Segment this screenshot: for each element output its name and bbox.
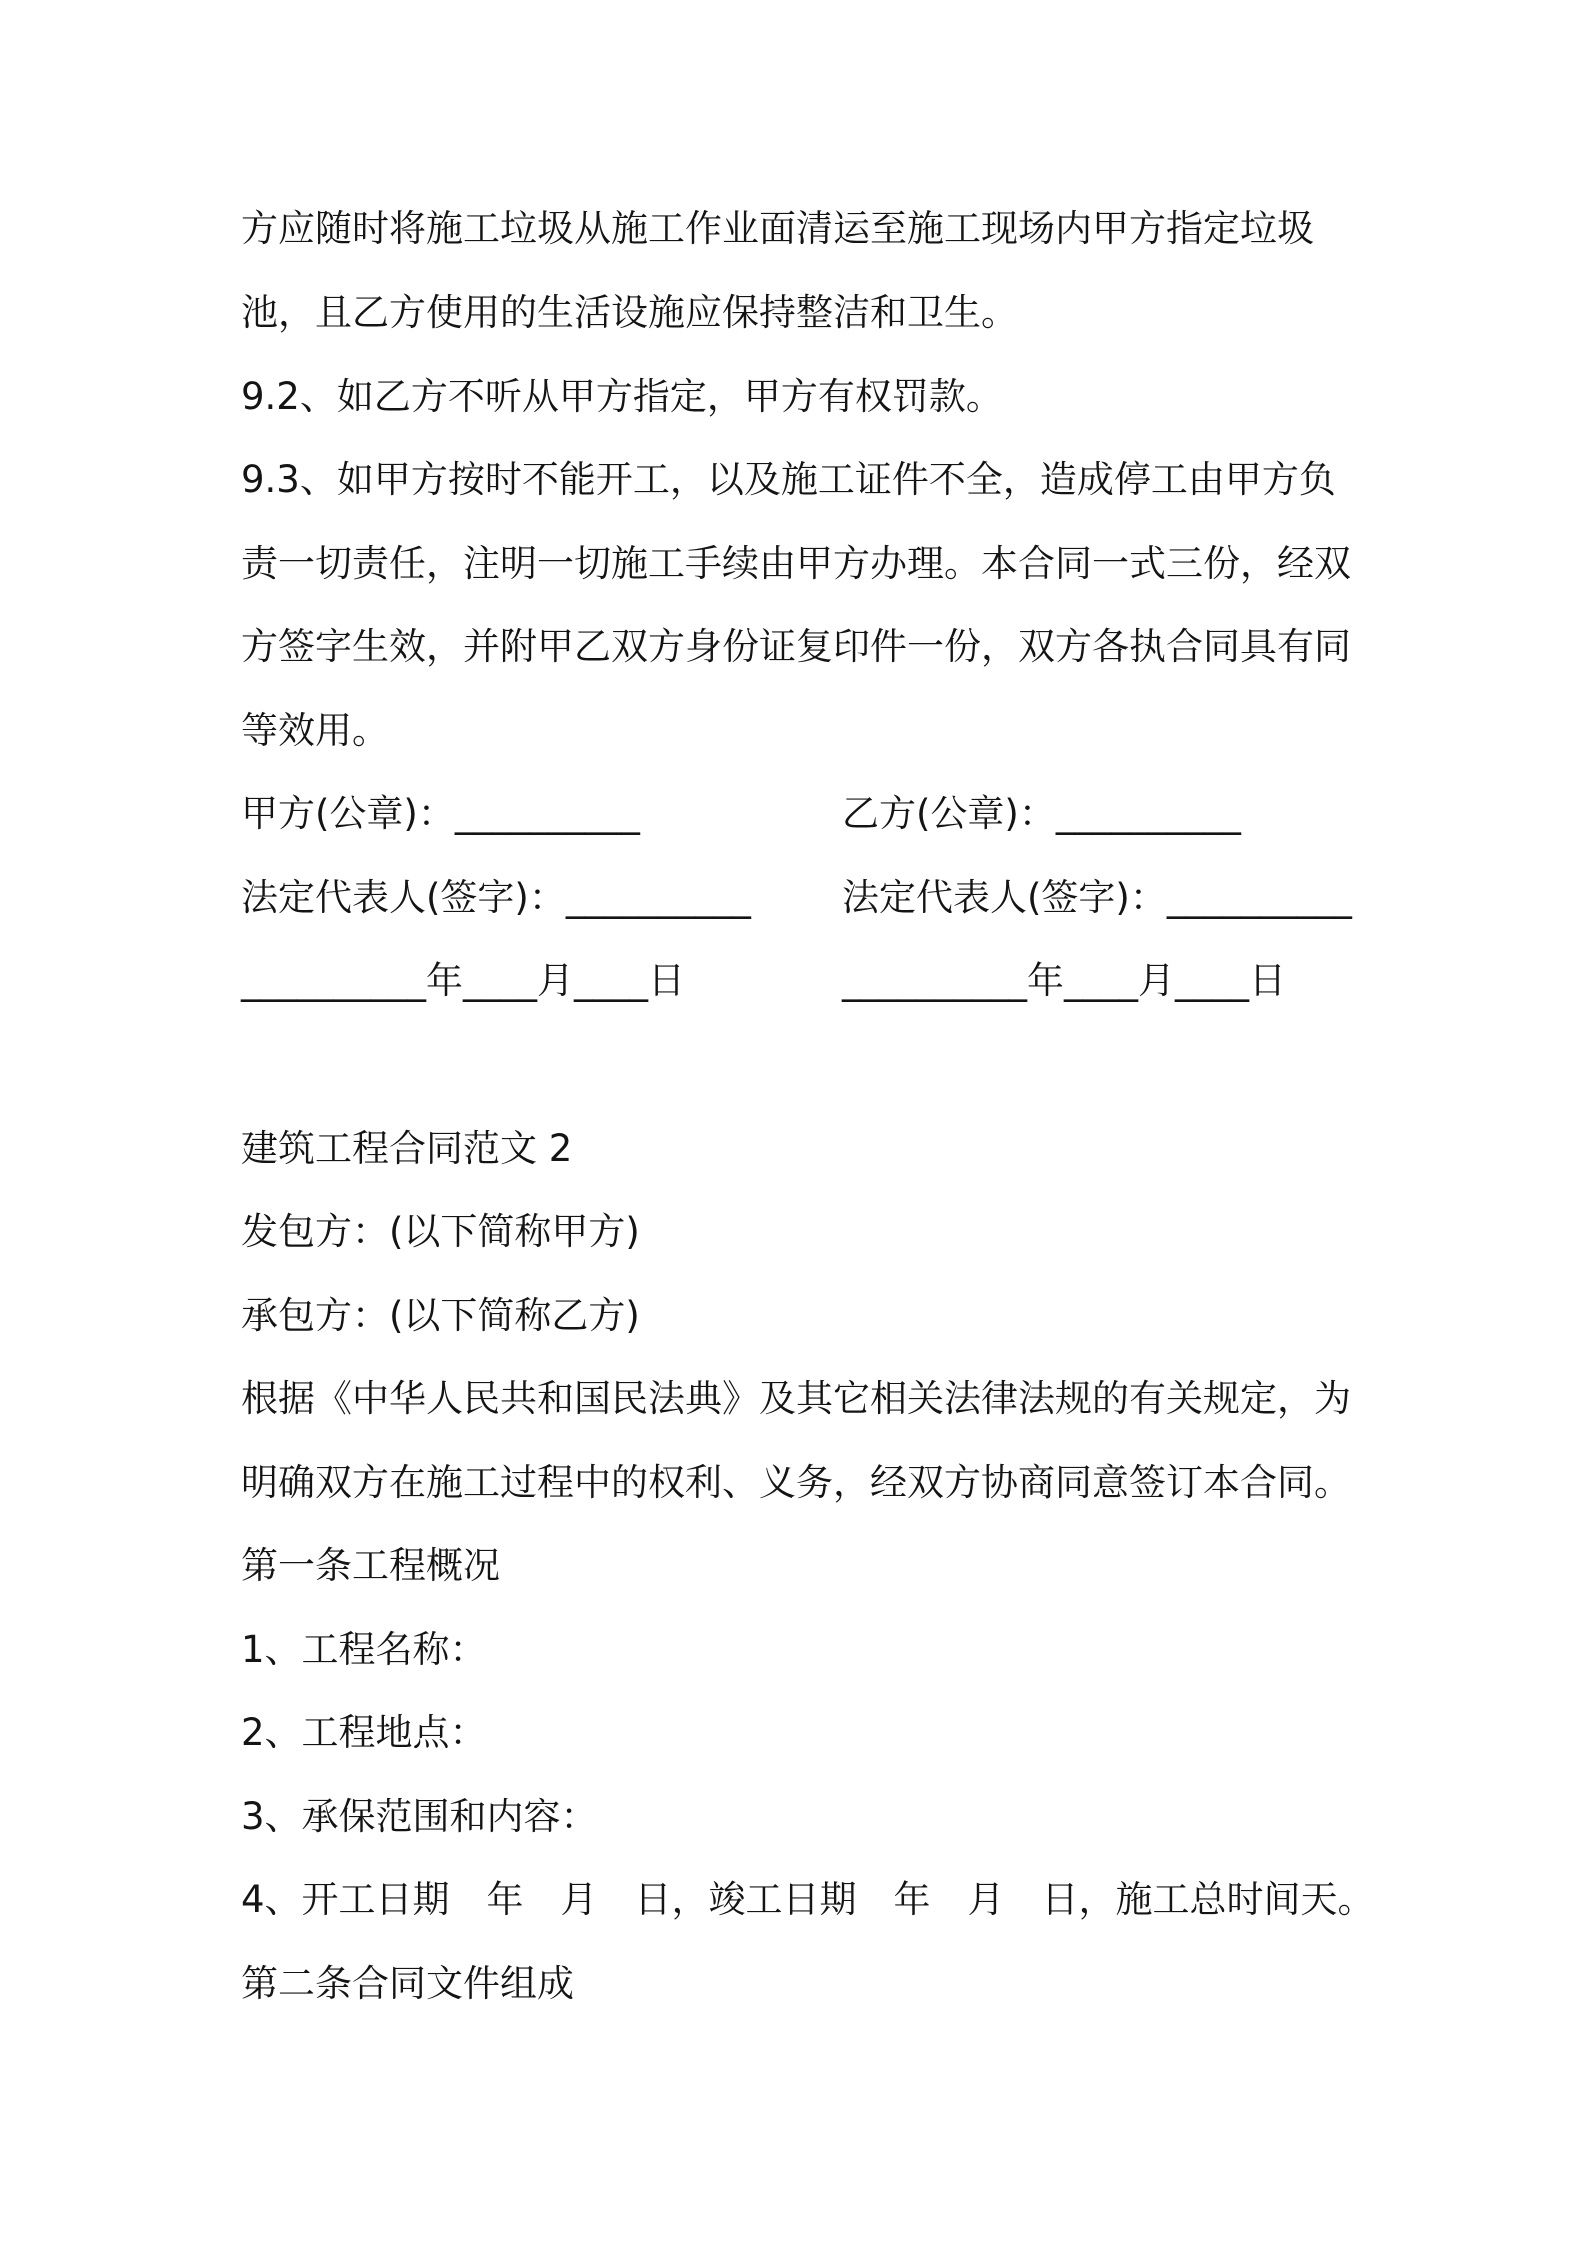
article-heading: 第二条合同文件组成 [241,1962,574,2005]
paragraph-line: 方签字生效，并附甲乙双方身份证复印件一份，双方各执合同具有同 [241,625,1351,668]
party-a-seal-field: 甲方(公章)：__________ [241,792,640,835]
section-title: 建筑工程合同范文 2 [241,1127,573,1170]
paragraph-line: 等效用。 [241,709,389,752]
paragraph-line: 池，且乙方使用的生活设施应保持整洁和卫生。 [241,291,1018,334]
article-heading: 第一条工程概况 [241,1544,500,1587]
contractor-receiver-line: 承包方：(以下简称乙方) [241,1294,640,1337]
clause-9-2: 9.2、如乙方不听从甲方指定，甲方有权罚款。 [241,375,1003,418]
clause-9-3: 9.3、如甲方按时不能开工，以及施工证件不全，造成停工由甲方负 [241,458,1336,501]
paragraph-line: 方应随时将施工垃圾从施工作业面清运至施工现场内甲方指定垃圾 [241,207,1314,250]
list-item: 1、工程名称： [241,1628,487,1671]
paragraph-line: 责一切责任，注明一切施工手续由甲方办理。本合同一式三份，经双 [241,542,1351,585]
party-b-date-field: __________年____月____日 [842,959,1286,1002]
list-item: 3、承保范围和内容： [241,1795,598,1838]
party-b-representative-field: 法定代表人(签字)：__________ [842,876,1352,919]
contractor-issuer-line: 发包方：(以下简称甲方) [241,1210,640,1253]
list-item: 2、工程地点： [241,1711,487,1754]
party-a-representative-field: 法定代表人(签字)：__________ [241,876,751,919]
paragraph-line: 根据《中华人民共和国民法典》及其它相关法律法规的有关规定，为 [241,1377,1351,1420]
list-item: 4、开工日期 年 月 日，竣工日期 年 月 日，施工总时间天。 [241,1878,1375,1921]
party-b-seal-field: 乙方(公章)：__________ [842,792,1241,835]
party-a-date-field: __________年____月____日 [241,959,685,1002]
paragraph-line: 明确双方在施工过程中的权利、义务，经双方协商同意签订本合同。 [241,1461,1351,1504]
